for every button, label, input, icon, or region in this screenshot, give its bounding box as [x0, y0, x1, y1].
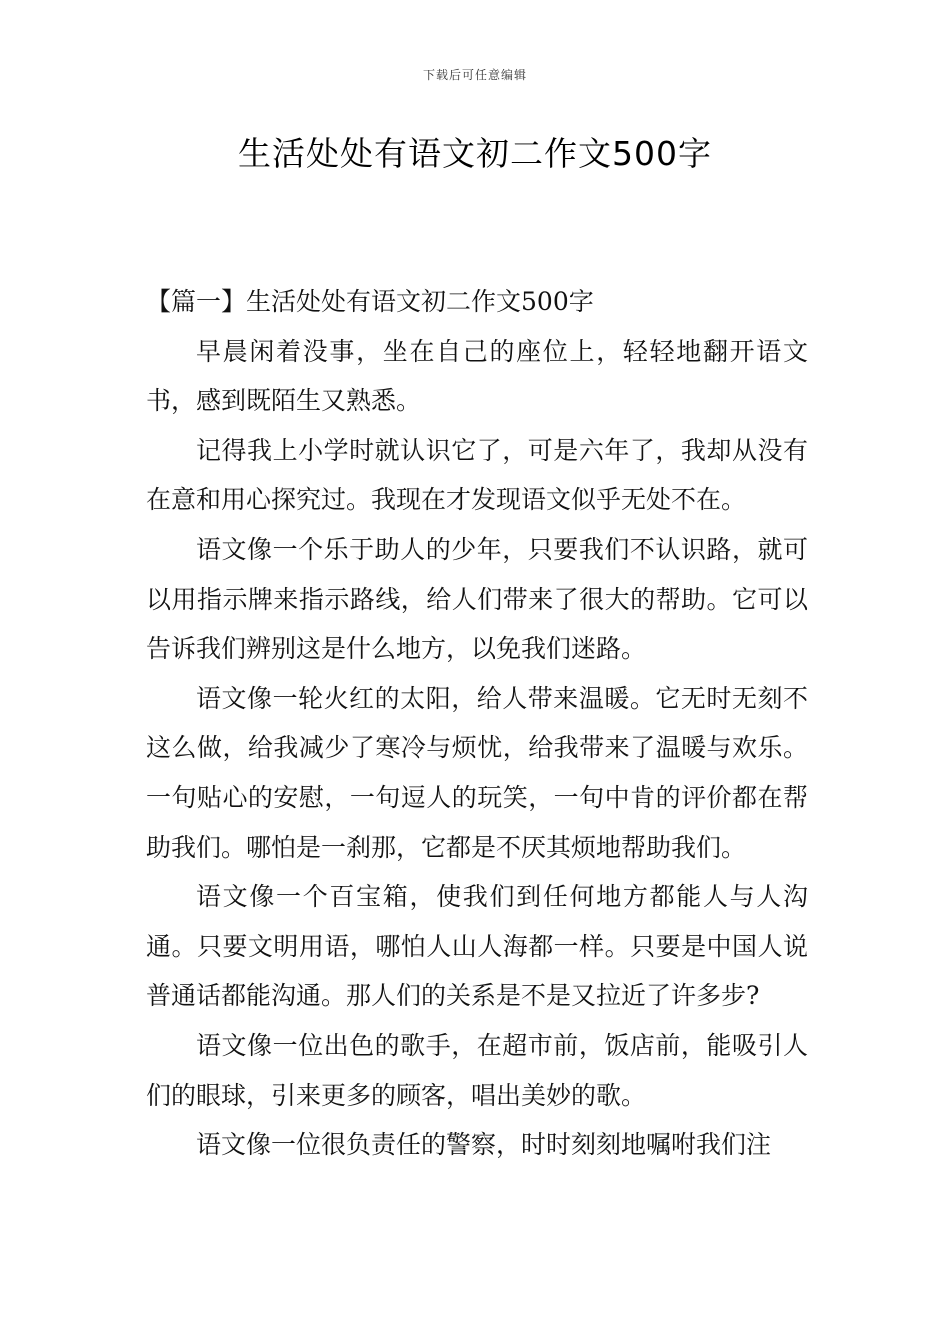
paragraph-1: 早晨闲着没事，坐在自己的座位上，轻轻地翻开语文书，感到既陌生又熟悉。: [146, 336, 808, 416]
paragraph-4: 语文像一轮火红的太阳，给人带来温暖。它无时无刻不这么做，给我减少了寒冷与烦忧，给我带来了温暖与欢乐。一句贴心的安慰，一句逗人的玩笑，一句中肯的评价都在帮助我们。哪怕是一刹那，它都是不厌其烦地帮助我们。: [146, 683, 808, 862]
document-title: 生活处处有语文初二作文500字: [238, 134, 712, 173]
paragraph-7: 语文像一位很负责任的警察，时时刻刻地嘱咐我们注: [196, 1130, 772, 1160]
paragraph-2: 记得我上小学时就认识它了，可是六年了，我却从没有在意和用心探究过。我现在才发现语文似乎无处不在。: [146, 435, 808, 515]
header-note: 下载后可任意编辑: [422, 68, 527, 82]
document-body: [146, 277, 808, 1170]
paragraph-6: 语文像一位出色的歌手，在超市前，饭店前，能吸引人们的眼球，引来更多的顾客，唱出美妙的歌。: [146, 1030, 808, 1110]
section-heading: 【篇一】生活处处有语文初二作文500字: [146, 287, 594, 316]
paragraph-3: 语文像一个乐于助人的少年，只要我们不认识路，就可以用指示牌来指示路线，给人们带来了很大的帮助。它可以告诉我们辨别这是什么地方，以免我们迷路。: [146, 534, 808, 664]
paragraph-5: 语文像一个百宝箱，使我们到任何地方都能人与人沟通。只要文明用语，哪怕人山人海都一样。只要是中国人说普通话都能沟通。那人们的关系是不是又拉近了许多步?: [146, 882, 808, 1011]
